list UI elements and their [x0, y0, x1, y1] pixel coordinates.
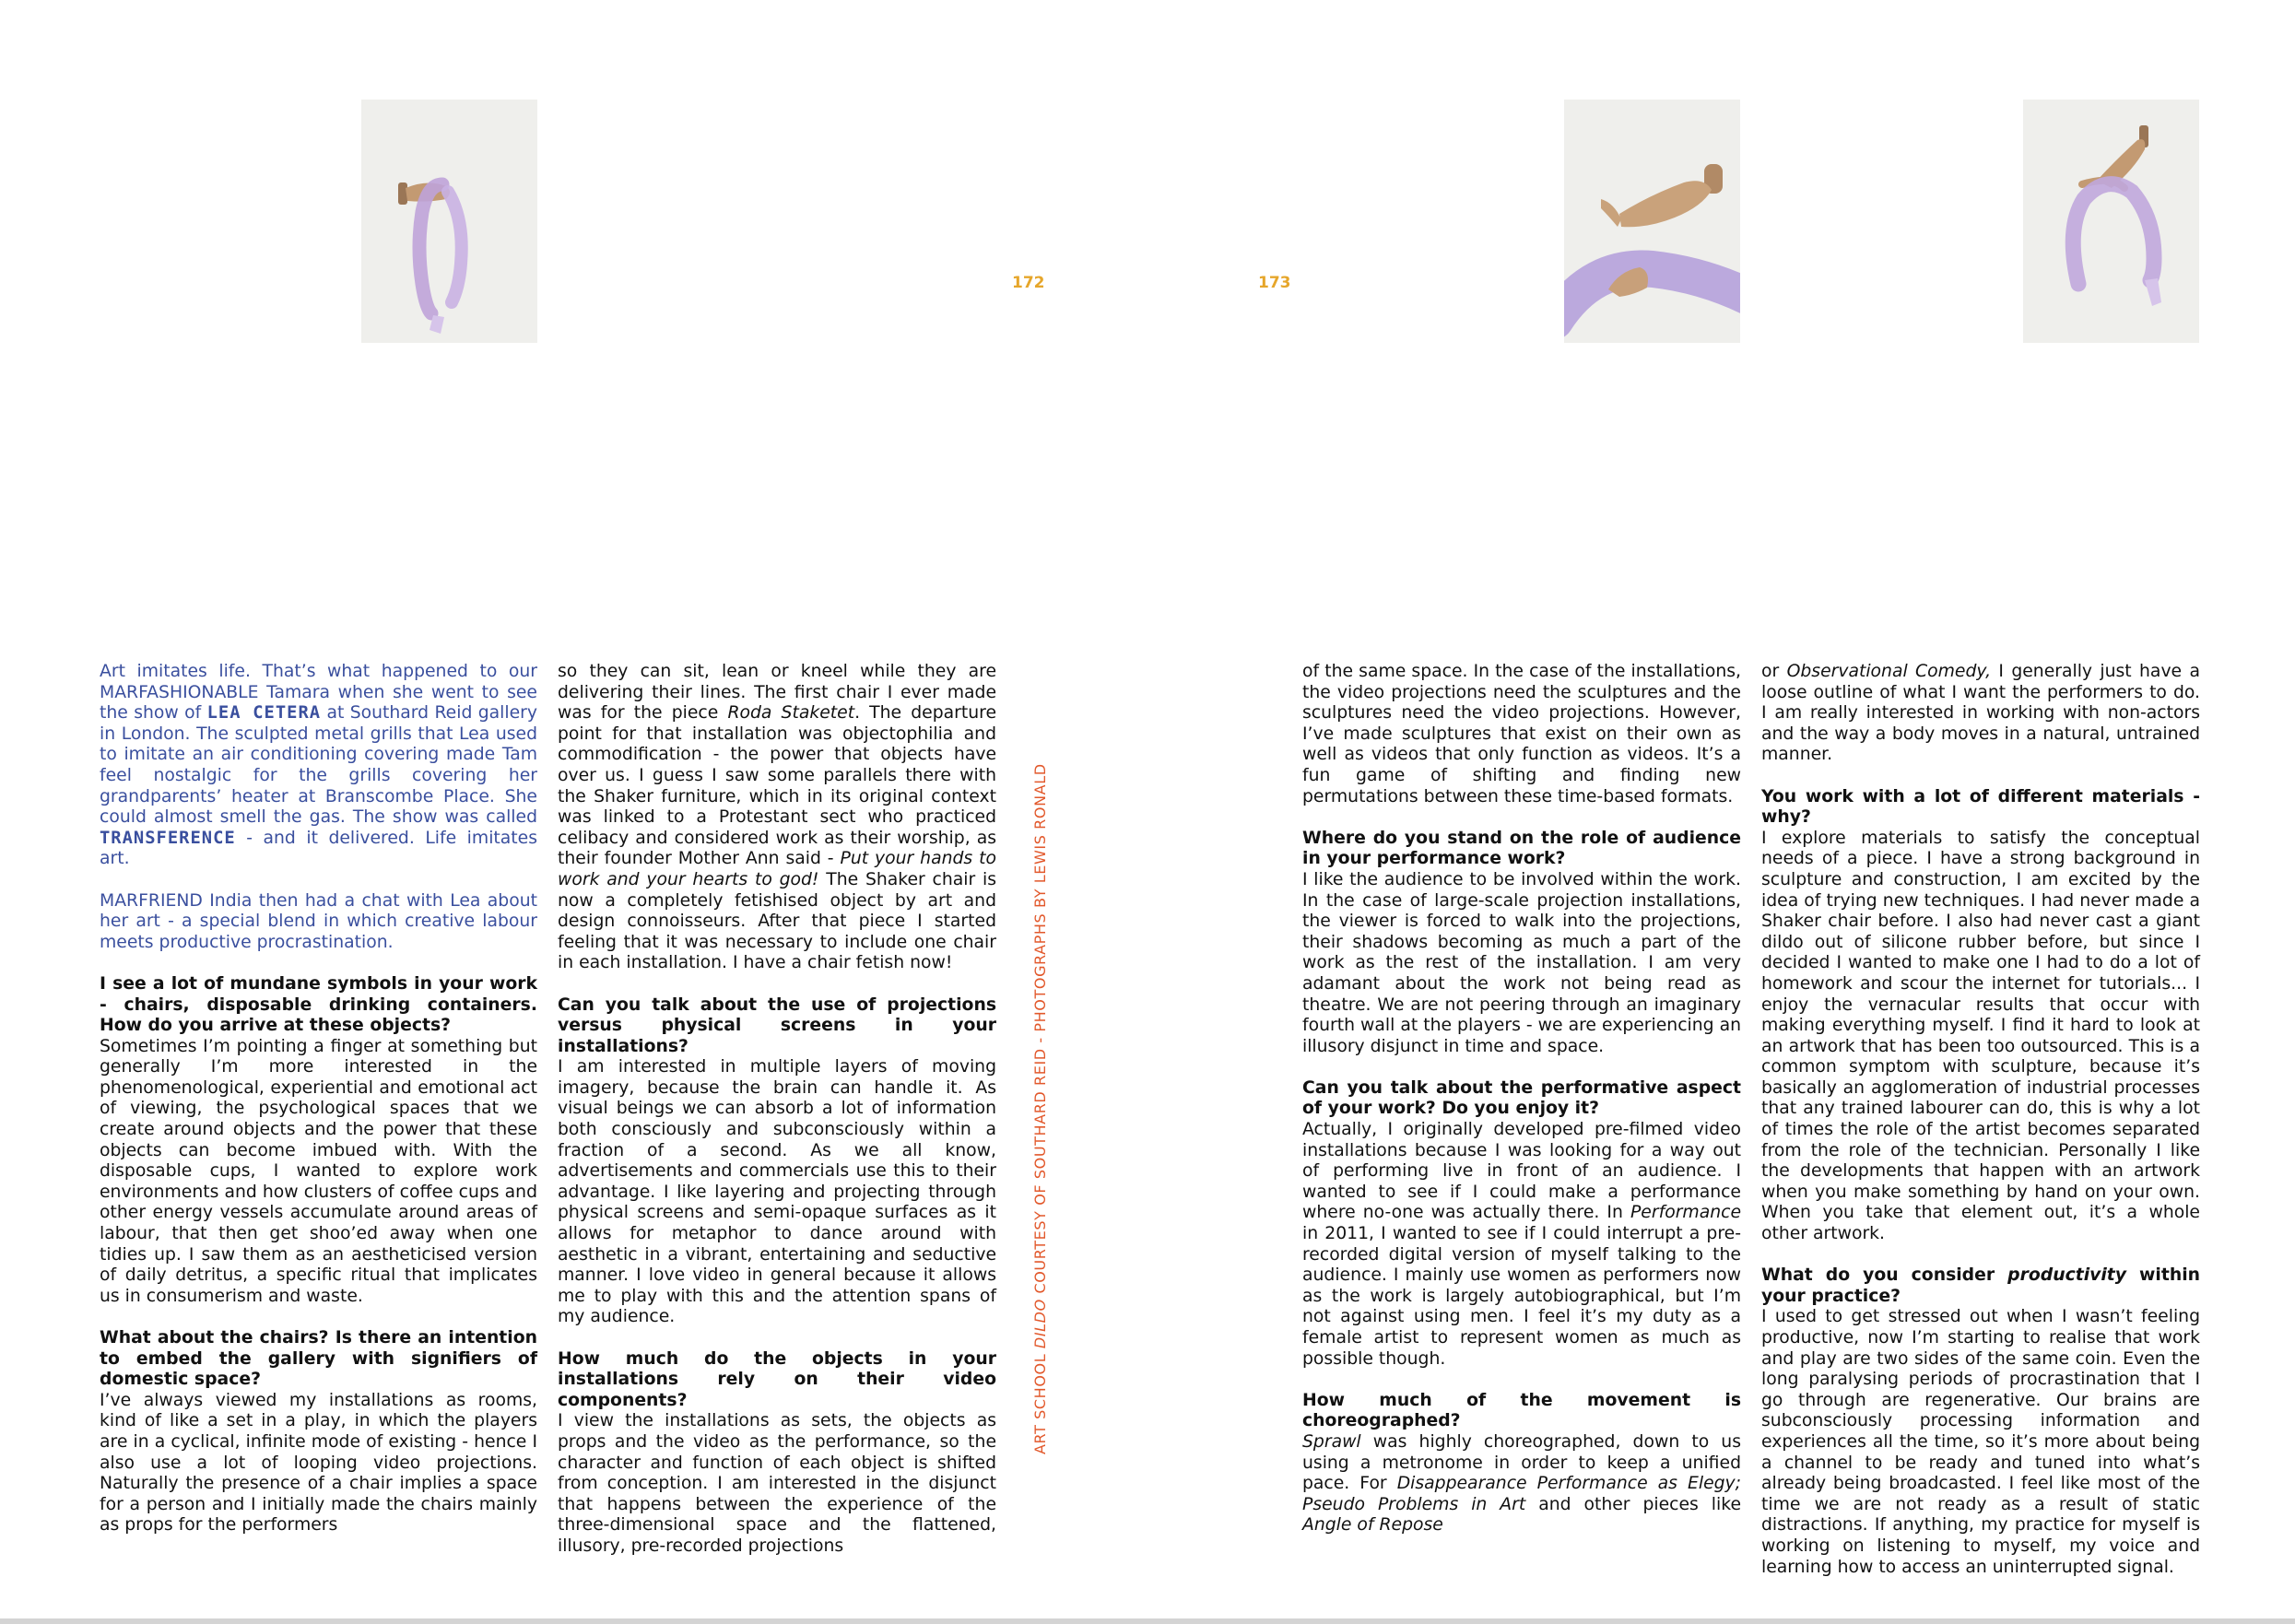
answer: or Observational Comedy, I generally just have a loose outline of what I want the performers to do. I am really interested in working with non-actors and the way a body moves in a natural, untrained manner.	[1761, 662, 2200, 765]
article-column-1	[100, 662, 537, 1558]
question: What do you consider productivity within your practice?	[1761, 1265, 2200, 1306]
artwork-title: Angle of Repose	[1302, 1515, 1443, 1536]
article-column-2	[558, 662, 996, 1578]
page-number-right: 173	[1258, 274, 1291, 292]
hand-sculpture-image	[361, 100, 537, 343]
question: Can you talk about the use of projections versus physical screens in your installations?	[558, 994, 996, 1056]
artwork-title: Roda Staketet	[727, 703, 855, 724]
answer: I like the audience to be involved within the work. In the case of large-scale projection installations, the viewer is forced to walk into the projections, their shadows becoming as much a part of the work as the rest of the installation. I am very adamant about the work not being read as theatre. We are not peering through an imaginary fourth wall at the players - we are experiencing an illusory disjunct in time and space.	[1302, 869, 1741, 1056]
answer: I view the installations as sets, the objects as props and the video as the performance, so the character and function of each object is shifted from conception. I am interested in the disjunct that happens between the experience of the three-dimensional space and the flattened, illusory, pre-recorded projections	[558, 1411, 996, 1556]
artwork-title: Sprawl	[1302, 1431, 1361, 1452]
answer: I am interested in multiple layers of moving imagery, because the brain can handle it. As visual beings we can absorb a lot of information both consciously and subconsciously within a fraction of a second. As we all know, advertisements and commercials use this to their advantage. I like layering and projecting through physical screens and semi-opaque surfaces as it allows for metaphor to dance around with aesthetic in a vibrant, entertaining and seductive manner. I love video in general because it allows me to play with this and the attention spans of my audience.	[558, 1057, 996, 1327]
photo-sculpture-1	[361, 100, 537, 343]
answer: of the same space. In the case of the installations, the video projections need the sculptures and the sculptures need the video projections. However, I’ve made sculptures that exist on their own as well as videos that only function as videos. It’s a fun game of shifting and finding new permutations between these time-based formats.	[1302, 662, 1741, 806]
intro-paragraph-2: MARFRIEND India then had a chat with Lea about her art - a special blend in which creative labour meets productive procrastination.	[100, 890, 537, 952]
qa-block: Can you talk about the performative aspect of your work? Do you enjoy it? Actually, I originally developed pre-filmed video installations because I was looking for a way out of performing live in front of an audience. I wanted to see if I could make a performance where no-one was actually there. In Performance in 2011, I wanted to see if I could interrupt a pre-recorded digital version of myself talking to the audience. I mainly use women as performers now as the work is largely autobiographical, but I’m not against using men. I feel it’s my duty as a female artist to represent women as much as possible though.	[1302, 1077, 1741, 1369]
qa-block	[1302, 829, 1741, 1058]
qa-block	[558, 1349, 996, 1558]
answer: Sometimes I’m pointing a finger at something but generally I’m more interested in the phenomenological, experiential and emotional act of viewing, the psychological spaces that we create around objects and the power that these objects can become imbued with. With the disposable cups, I wanted to explore work environments and how clusters of coffee cups and other energy vessels accumulate around areas of labour, that then get shoo’ed away when one tidies up. I saw them as an aestheticised version of daily detritus, a specific ritual that implicates us in consumerism and waste.	[100, 1036, 537, 1306]
intro-paragraph: Art imitates life. That’s what happened to our MARFASHIONABLE Tamara when she went to see the show of LEA CETERA at Southard Reid gallery in London. The sculpted metal grills that Lea used to imitate an air conditioning covering made Tam feel nostalgic for the grills covering her grandparents’ heater at Branscombe Place. She could almost smell the gas. The show was called TRANSFERENCE - and it delivered. Life imitates art.	[100, 662, 538, 869]
answer: so they can sit, lean or kneel while they are delivering their lines. The first chair I ever made was for the piece Roda Staketet. The departure point for that installation was objectophilia and commodification - the power that objects have over us. I guess I saw some parallels there with the Shaker furniture, which in its original context was linked to a Protestant sect who practiced celibacy and considered work as their worship, as their founder Mother Ann said - Put your hands to work and your hearts to god! The Shaker chair is now a completely fetishised object by art and design connoisseurs. After that piece I started feeling that it was necessary to include one chair in each installation. I have a chair fetish now!	[558, 662, 997, 973]
answer: I’ve always viewed my installations as rooms, kind of like a set in a play, in which the players are in a cyclical, infinite mode of existing - hence I also use a lot of looping video projections. Naturally the presence of a chair implies a space for a person and I initially made the chairs mainly as props for the performers	[100, 1390, 537, 1536]
article-column-4	[1761, 662, 2200, 1599]
question: Where do you stand on the role of audience in your performance work?	[1302, 828, 1741, 869]
question: Can you talk about the performative aspect of your work? Do you enjoy it?	[1302, 1077, 1741, 1119]
article-column-3	[1302, 662, 1741, 1558]
answer: I explore materials to satisfy the conceptual needs of a piece. I have a strong background in sculpture and construction, I am excited by the idea of trying new techniques. I had never made a Shaker chair before. I also had never cast a giant dildo out of silicone rubber before, but since I decided I wanted to make one I had to do a lot of homework and scour the internet for tutorials... I enjoy the vernacular results that occur with making everything myself. I find it hard to look at an artwork that has been too outsourced. This is a common symptom with sculpture, because it’s basically an agglomeration of industrial processes that any trained labourer can do, this is why a lot of times the role of the artist becomes separated from the role of the technician. Personally I like the developments that happen with an artwork when you make something by hand on your own. When you take that element out, it’s a whole other artwork.	[1761, 828, 2200, 1244]
qa-block	[100, 974, 537, 1308]
artwork-title: Performance	[1630, 1203, 1741, 1223]
page-bottom-edge	[0, 1618, 2295, 1624]
artist-name: LEA CETERA	[206, 703, 322, 724]
artwork-title: Disappearance Performance as Elegy; Pseudo Problems in Art	[1302, 1474, 1741, 1514]
artwork-title: Observational Comedy,	[1786, 662, 1992, 681]
question: What about the chairs? Is there an intention to embed the gallery with signifiers of domestic space?	[100, 1328, 537, 1390]
question: How much do the objects in your installations rely on their video components?	[558, 1348, 996, 1410]
question: You work with a lot of different materials - why?	[1761, 786, 2200, 828]
qa-block	[1761, 1265, 2200, 1578]
question: I see a lot of mundane symbols in your work - chairs, disposable drinking containers. How do you arrive at these objects?	[100, 973, 537, 1036]
answer: I used to get stressed out when I wasn’t feeling productive, now I’m starting to realise that work and play are two sides of the same coin. Even the long paralysing periods of procrastination that I go through are regenerative. Our brains are subconsciously processing information and experiences all the time, so it’s more about being a channel to be ready and tuned into what’s already being broadcasted. I feel like most of the time we are not ready as a result of static distractions. If anything, my practice for myself is working on listening to myself, my voice and learning how to access an uninterrupted signal.	[1761, 1307, 2200, 1577]
page-number-left: 172	[1012, 274, 1045, 292]
qa-block	[100, 1328, 537, 1536]
qa-block	[558, 995, 996, 1329]
photo-sculpture-2	[1564, 100, 1740, 343]
photo-credit: ART SCHOOL DILDO COURTESY OF SOUTHARD REID - PHOTOGRAPHS BY LEWIS RONALD	[1031, 763, 1049, 1454]
photo-sculpture-3	[2023, 100, 2199, 343]
show-name: TRANSFERENCE	[100, 828, 236, 848]
hand-sculpture-image	[1564, 100, 1740, 343]
quote: Put your hands to work and your hearts to god!	[558, 849, 996, 889]
hand-sculpture-image	[2023, 100, 2199, 343]
qa-block: How much of the movement is choreographed? Sprawl was highly choreographed, down to us using a metronome in order to keep a unified pace. For Disappearance Performance as Elegy; Pseudo Problems in Art and other pieces like Angle of Repose	[1302, 1390, 1741, 1536]
question: How much of the movement is choreographed?	[1302, 1390, 1741, 1431]
qa-block	[1761, 787, 2200, 1245]
